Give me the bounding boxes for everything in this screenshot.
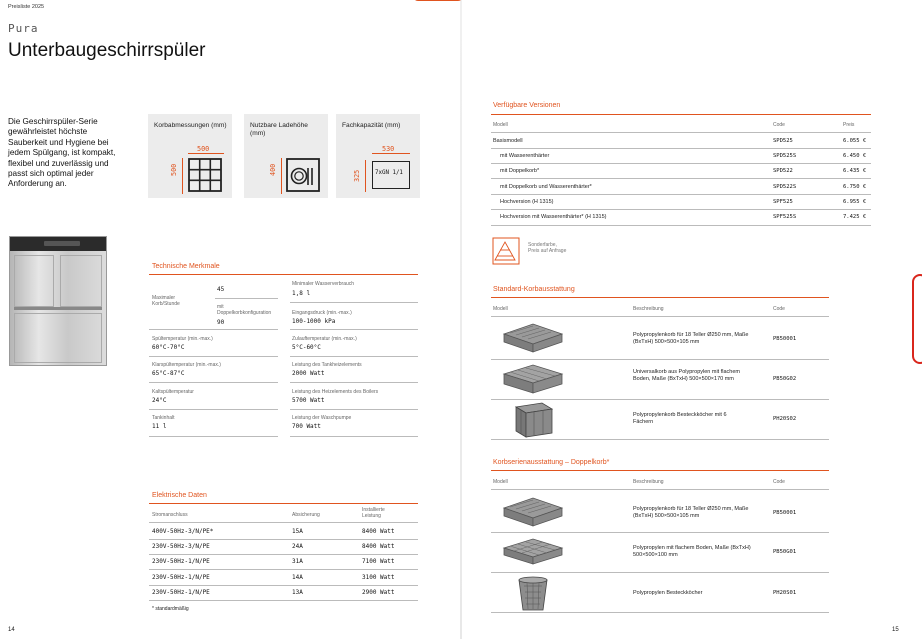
standard-desc: Polypropylenkorb für 18 Teller Ø250 mm, Maße (BxTxH) 500×500×105 mm [633, 332, 749, 345]
tech-label: Leistung des Tankheizelements [292, 362, 362, 368]
dimension-box-height [244, 114, 328, 198]
flat-basket-image [500, 536, 566, 570]
version-code: SPD525 [773, 138, 793, 144]
electric-header: Installierte Leistung [362, 507, 385, 519]
double-code: PH20S01 [773, 590, 797, 596]
tech-label: Tankinhalt [152, 415, 175, 421]
tech-label: Klarspültemperatur (min.-max.) [152, 362, 221, 368]
tech-label: Leistung der Waschpumpe [292, 415, 352, 421]
colour-note: Sonderfarbe, Preis auf Anfrage [528, 242, 567, 254]
tech-label: mit Doppelkorbkonfiguration [217, 304, 272, 316]
corner-decoration-right [912, 274, 922, 364]
version-price: 6.955 € [843, 199, 867, 205]
dimension-height: 500 [170, 163, 178, 176]
standard-desc: Polypropylenkorb Besteckköcher mit 6 Fächern [633, 412, 727, 425]
electric-header: Absicherung [292, 512, 320, 518]
dimension-height: 325 [353, 169, 361, 182]
dimension-label: Nutzbare Ladehöhe (mm) [250, 122, 308, 137]
electric-cell: 2900 Watt [362, 589, 395, 596]
version-price: 6.055 € [843, 138, 867, 144]
electric-note: * standardmäßig [152, 606, 189, 612]
version-name: mit Wasserenthärter [500, 153, 550, 159]
colour-swatch-icon [491, 236, 521, 266]
tech-label: Zulauftemperatur (min.-max.) [292, 336, 357, 342]
electric-cell: 14A [292, 574, 303, 581]
version-price: 7.425 € [843, 214, 867, 220]
version-name: mit Doppelkorb* [500, 168, 540, 174]
version-name: Hochversion (H 1315) [500, 199, 554, 205]
versions-header: Modell [493, 122, 508, 128]
electric-cell: 31A [292, 558, 303, 565]
double-code: PB50001 [773, 510, 797, 516]
tech-value: 65°C-87°C [152, 370, 185, 377]
tech-value: 700 Watt [292, 423, 321, 430]
cutlery-basket-image [510, 401, 556, 439]
version-code: SPD522S [773, 184, 797, 190]
basket-grid-icon [188, 158, 222, 192]
intro-text: Die Geschirrspüler-Serie gewährleistet höchste Sauberkeit und Hygiene bei jedem Spülgang, ist kompakt, flexibel und zuverlässig und passt sich optimal jeder Anforderung an. [8, 117, 116, 189]
versions-header: Preis [843, 122, 855, 128]
tech-label: Eingangsdruck (min.-max.) [292, 310, 352, 316]
double-desc: Polypropylen mit flachem Boden, Maße (BxTxH) 500×500×100 mm [633, 545, 751, 558]
plate-icon [286, 158, 320, 192]
gn-capacity: 7xGN 1/1 [375, 170, 403, 176]
page-gutter [460, 0, 462, 639]
dimension-label: Fachkapazität (mm) [342, 122, 401, 129]
double-header: Beschreibung [633, 479, 664, 485]
standard-header: Modell [493, 306, 508, 312]
page-title: Unterbaugeschirrspüler [8, 40, 206, 61]
corner-decoration-top [413, 0, 463, 1]
version-name: Basismodell [493, 138, 523, 144]
electric-cell: 230V-50Hz-1/N/PE [152, 589, 210, 596]
electric-cell: 7100 Watt [362, 558, 395, 565]
double-header: Modell [493, 479, 508, 485]
dimension-height: 400 [269, 163, 277, 176]
version-code: SPD522 [773, 168, 793, 174]
standard-code: PH20S02 [773, 416, 797, 422]
dimension-box-capacity [336, 114, 420, 198]
electric-cell: 230V-50Hz-1/N/PE [152, 574, 210, 581]
plate-basket-image [500, 320, 566, 358]
electric-cell: 24A [292, 543, 303, 550]
version-code: SPF525 [773, 199, 793, 205]
dimension-width: 500 [197, 145, 210, 153]
tech-value: 11 l [152, 423, 167, 430]
version-price: 6.450 € [843, 153, 867, 159]
gn-tray-icon [372, 161, 410, 189]
double-code: PB50G01 [773, 549, 797, 555]
electric-cell: 230V-50Hz-3/N/PE [152, 543, 210, 550]
electric-cell: 8400 Watt [362, 528, 395, 535]
series-name: Pura [8, 22, 39, 35]
electric-title: Elektrische Daten [152, 492, 207, 499]
electric-cell: 15A [292, 528, 303, 535]
double-desc: Polypropylen Besteckköcher [633, 590, 703, 596]
tech-value: 1,8 l [292, 290, 311, 297]
standard-code: PB50G02 [773, 376, 797, 382]
universal-basket-image [500, 362, 566, 398]
standard-title: Standard-Korbausstattung [493, 286, 575, 293]
plate-basket-image [500, 494, 566, 532]
double-header: Code [773, 479, 785, 485]
tech-label: Kaltspültemperatur [152, 389, 194, 395]
version-price: 6.435 € [843, 168, 867, 174]
versions-title: Verfügbare Versionen [493, 102, 561, 109]
tech-value: 45 [217, 286, 225, 293]
standard-header: Beschreibung [633, 306, 664, 312]
pricelist-label: Preisliste 2025 [8, 4, 45, 10]
version-code: SPD525S [773, 153, 797, 159]
double-title: Korbserienausstattung – Doppelkorb* [493, 459, 610, 466]
tech-title: Technische Merkmale [152, 263, 220, 270]
dimension-box-basket [148, 114, 232, 198]
tech-value: 100-1000 kPa [292, 318, 336, 325]
standard-desc: Universalkorb aus Polypropylen mit flachem Boden, Maße (BxTxH) 500×500×170 mm [633, 369, 740, 382]
tech-value: 90 [217, 319, 225, 326]
page-number-right: 15 [892, 627, 899, 633]
tech-value: 5°C-60°C [292, 344, 321, 351]
tech-label: Maximaler Korb/Stunde [152, 295, 180, 307]
double-desc: Polypropylenkorb für 18 Teller Ø250 mm, Maße (BxTxH) 500×500×105 mm [633, 506, 749, 519]
page-number-left: 14 [8, 627, 15, 633]
standard-code: PB50001 [773, 336, 797, 342]
electric-cell: 13A [292, 589, 303, 596]
dishwasher-image [9, 236, 107, 366]
version-price: 6.750 € [843, 184, 867, 190]
versions-header: Code [773, 122, 785, 128]
electric-cell: 8400 Watt [362, 543, 395, 550]
version-name: mit Doppelkorb und Wasserenthärter* [500, 184, 592, 190]
electric-cell: 230V-50Hz-1/N/PE [152, 558, 210, 565]
tech-label: Minimaler Wasserverbrauch [292, 281, 355, 287]
version-name: Hochversion mit Wasserenthärter* (H 1315) [500, 214, 607, 220]
dimension-label: Korbabmessungen (mm) [154, 122, 227, 129]
version-code: SPF525S [773, 214, 797, 220]
standard-header: Code [773, 306, 785, 312]
tech-value: 24°C [152, 397, 167, 404]
tech-label: Leistung des Heizelements des Boilers [292, 389, 379, 395]
tech-label: Spültemperatur (min.-max.) [152, 336, 213, 342]
dimension-width: 530 [382, 145, 395, 153]
tech-value: 2000 Watt [292, 370, 325, 377]
tech-value: 5700 Watt [292, 397, 325, 404]
cutlery-holder-image [515, 574, 551, 612]
electric-header: Stromanschluss [152, 512, 188, 518]
tech-value: 60°C-70°C [152, 344, 185, 351]
electric-cell: 400V-50Hz-3/N/PE* [152, 528, 214, 535]
electric-cell: 3100 Watt [362, 574, 395, 581]
